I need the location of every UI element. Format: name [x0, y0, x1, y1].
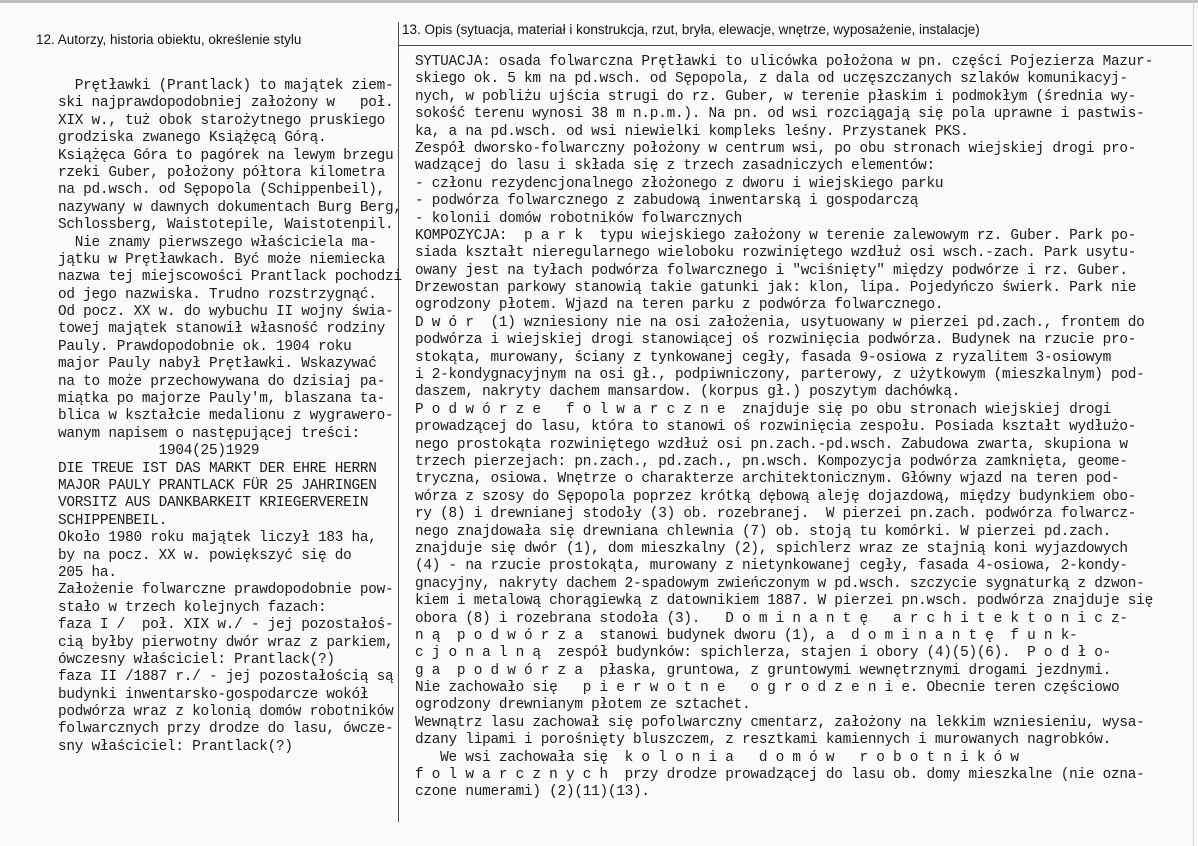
- text-line: budynki inwentarsko-gospodarcze wokół: [58, 686, 369, 703]
- text-line: ry (8) i drewnianej stodoły (3) ob. rozebranej. W pierzei pn.zach. podwórza folwarcz-: [415, 506, 1137, 523]
- text-line: stało w trzech kolejnych fazach:: [58, 599, 327, 616]
- text-line: g a p o d w ó r z a płaska, gruntowa, z gruntowymi wewnętrznymi drogami jezdnymi.: [415, 662, 1112, 679]
- text-line: - podwórza folwarcznego z zabudową inwentarską i gospodarczą: [415, 193, 919, 210]
- text-line: ka, a na pd.wsch. od wsi niewielki kompleks leśny. Przystanek PKS.: [415, 123, 969, 140]
- text-line: (4) - na rzucie prostokąta, murowany z nietynkowanej cegły, fasada 4-osiowa, 2-kondy-: [415, 558, 1128, 575]
- text-line: sny właściciel: Prantlack(?): [58, 738, 293, 755]
- text-line: folwarcznych przy drodze do lasu, ówcze-: [58, 721, 394, 738]
- text-line: blica w kształcie medalionu z wygrawero-: [58, 408, 394, 425]
- text-line: ówczesny właściciel: Prantlack(?): [58, 651, 335, 668]
- text-line: obora (8) i rozebrana stodoła (3). D o m i n a n t ę a r c h i t e k t o n i c z-: [415, 610, 1128, 627]
- text-line: ogrodzony drewnianym płotem ze sztachet.: [415, 697, 751, 714]
- text-line: 1904(25)1929: [58, 443, 260, 460]
- text-line: sokość terenu wynosi 38 m n.p.m.). Na pn. od wsi rozciągają się pola uprawne i pastwis-: [415, 106, 1145, 123]
- text-line: gnacyjny, nakryty dachem 2-spadowym zwieńczonym w pd.wsch. szczycie sygnaturką z dzwon-: [415, 575, 1145, 592]
- text-line: c j o n a l n ą zespół budynków: spichlerza, stajen i obory (4)(5)(6). P o d ł o-: [415, 645, 1112, 662]
- text-line: Nie znamy pierwszego właściciela ma-: [58, 234, 377, 251]
- text-line: DIE TREUE IST DAS MARKT DER EHRE HERRN: [58, 460, 377, 477]
- text-line: Od pocz. XX w. do wybuchu II wojny świa-: [58, 304, 394, 321]
- text-line: Pauly. Prawdopodobnie ok. 1904 roku: [58, 338, 352, 355]
- text-line: podwórza wraz z kolonią domów robotników: [58, 704, 394, 721]
- text-line: nego znajdowała się drewniana chlewnia (7) ob. stoją tu komórki. W pierzei pd.zach.: [415, 523, 1112, 540]
- text-line: VORSITZ AUS DANKBARKEIT KRIEGERVEREIN: [58, 495, 369, 512]
- text-line: prowadzącej do lasu, która to stanowi oś rozwinięcia zespołu. Posiada kształt wydłużo-: [415, 419, 1137, 436]
- text-line: dzany lipami i porośnięty bluszczem, z resztkami kamiennych i murowanych nagrobków.: [415, 732, 1112, 749]
- text-line: faza I / poł. XIX w./ - jej pozostałoś-: [58, 617, 394, 634]
- section-13-heading: 13. Opis (sytuacja, materiał i konstrukcja, rzut, bryła, elewacje, wnętrze, wyposażenie, instalacje): [402, 22, 980, 37]
- heading-underline: [398, 45, 1192, 46]
- text-line: XIX w., tuż obok starożytnego pruskiego: [58, 112, 386, 129]
- text-line: wanym napisem o następującej treści:: [58, 425, 360, 442]
- text-line: n ą p o d w ó r z a stanowi budynek dworu (1), a d o m i n a n t ę f u n k-: [415, 627, 1078, 644]
- text-line: czone numerami) (2)(11)(13).: [415, 784, 650, 801]
- page-top-edge: [0, 0, 1198, 3]
- text-line: P o d w ó r z e f o l w a r c z n e znajduje się po obu stronach wiejskiej drogi: [415, 401, 1112, 418]
- text-line: nazywany w dawnych dokumentach Burg Berg,: [58, 199, 402, 216]
- text-line: cią byłby pierwotny dwór wraz z parkiem,: [58, 634, 394, 651]
- text-line: podwórza i wiejskiej drogi stanowiącej oś rozwinięcia podwórza. Budynek na rzucie pro-: [415, 332, 1137, 349]
- text-line: KOMPOZYCJA: p a r k typu wiejskiego założony w terenie zalewowym rz. Guber. Park po-: [415, 227, 1137, 244]
- text-line: skiego ok. 5 km na pd.wsch. od Sępopola, z dala od uczęszczanych szlaków komunikacyj-: [415, 71, 1128, 88]
- text-line: 205 ha.: [58, 564, 117, 581]
- text-line: ogrodzony płotem. Wjazd na teren parku z podwórza folwarcznego.: [415, 297, 944, 314]
- text-line: wórza z szosy do Sępopola poprzez krótką dębową aleję dojazdową, między budynkiem obo-: [415, 488, 1137, 505]
- text-line: tryczna, osiowa. Wnętrze o charakterze architektonicznym. Główny wjazd na teren pod-: [415, 471, 1120, 488]
- text-line: rzeki Guber, położony półtora kilometra: [58, 164, 386, 181]
- text-line: D w ó r (1) wzniesiony nie na osi założenia, usytuowany w pierzei pd.zach., frontem do: [415, 314, 1145, 331]
- text-line: SCHIPPENBEIL.: [58, 512, 168, 529]
- text-line: f o l w a r c z n y c h przy drodze prowadzącej do lasu ob. domy mieszkalne (nie ozna-: [415, 767, 1145, 784]
- text-line: Nie zachowało się p i e r w o t n e o g r o d z e n i e. Obecnie teren częściowo: [415, 680, 1120, 697]
- text-line: - kolonii domów robotników folwarcznych: [415, 210, 743, 227]
- text-line: by na pocz. XX w. powiększyć się do: [58, 547, 352, 564]
- text-line: nego prostokąta rozwiniętego wzdłuż osi pn.zach.-pd.wsch. Zabudowa zwarta, skupiona w: [415, 436, 1128, 453]
- text-line: nych, w pobliżu ujścia strugi do rz. Guber, w terenie płaskim i podmokłym (średnia wy-: [415, 88, 1137, 105]
- text-line: Wewnątrz lasu zachował się pofolwarczny cmentarz, założony na lekkim wzniesieniu, wysa-: [415, 714, 1145, 731]
- text-line: miątka po majorze Pauly'm, blaszana ta-: [58, 391, 386, 408]
- text-line: Około 1980 roku majątek liczył 183 ha,: [58, 530, 377, 547]
- text-line: faza II /1887 r./ - jej pozostałością są: [58, 669, 394, 686]
- text-line: SYTUACJA: osada folwarczna Prętławki to ulicówka położona w pn. części Pojezierza Mazur-: [415, 54, 1153, 70]
- text-line: - członu rezydencjonalnego złożonego z dworu i wiejskiego parku: [415, 175, 944, 192]
- text-line: znajduje się dwór (1), dom mieszkalny (2), spichlerz wraz ze stajnią koni wyjazdowych: [415, 540, 1128, 557]
- text-line: jątku w Prętławkach. Być może niemiecka: [58, 251, 386, 268]
- text-line: grodziska zwanego Książęcą Górą.: [58, 130, 327, 147]
- text-line: Drzewostan parkowy stanowią takie gatunki jak: klon, lipa. Pojedyńczo świerk. Park nie: [415, 280, 1137, 297]
- text-line: daszem, nakryty dachem mansardow. (korpus gł.) poszytym dachówką.: [415, 384, 961, 401]
- text-line: siada kształt nieregularnego wieloboku rozwiniętego wzdłuż osi wsch.-zach. Park usytu-: [415, 245, 1137, 262]
- section-12-heading: 12. Autorzy, historia obiektu, określenie stylu: [36, 32, 302, 47]
- text-line: Założenie folwarczne prawdopodobnie pow-: [58, 582, 394, 599]
- text-line: ski najprawdopodobniej założony w poł.: [58, 95, 394, 112]
- text-line: trzech pierzejach: pn.zach., pd.zach., pn.wsch. Kompozycja podwórza zamknięta, geome-: [415, 453, 1128, 470]
- text-line: Prętławki (Prantlack) to majątek ziem-: [58, 78, 394, 94]
- text-line: od jego nazwiska. Trudno rozstrzygnąć.: [58, 286, 377, 303]
- text-line: nazwa tej miejscowości Prantlack pochodzi: [58, 269, 402, 286]
- text-line: owany jest na tyłach podwórza folwarcznego i "wciśnięty" między podwórze i rz. Guber.: [415, 262, 1128, 279]
- history-text-column: [58, 78, 402, 756]
- page-right-edge: [1193, 0, 1194, 846]
- text-line: na pd.wsch. od Sępopola (Schippenbeil),: [58, 182, 386, 199]
- text-line: Zespół dworsko-folwarczny położony w centrum wsi, po obu stronach wiejskiej drogi pro-: [415, 140, 1137, 157]
- text-line: i 2-kondygnacyjnym na osi gł., podpiwniczony, parterowy, z użytkowym (mieszkalnym) pod-: [415, 367, 1145, 384]
- description-text-column: [415, 54, 1153, 802]
- text-line: wadzącej do lasu i składa się z trzech zasadniczych elementów:: [415, 158, 935, 175]
- text-line: Książęca Góra to pagórek na lewym brzegu: [58, 147, 394, 164]
- text-line: stokąta, murowany, ściany z tynkowanej cegły, fasada 9-osiowa z ryzalitem 3-osiowym: [415, 349, 1112, 366]
- text-line: towej majątek stanowił własność rodziny: [58, 321, 386, 338]
- text-line: na to może przechowywana do dzisiaj pa-: [58, 373, 386, 390]
- text-line: We wsi zachowała się k o l o n i a d o m ó w r o b o t n i k ó w: [415, 749, 1019, 766]
- text-line: MAJOR PAULY PRANTLACK FÜR 25 JAHRINGEN: [58, 477, 377, 494]
- text-line: kiem i metalową chorągiewką z datownikiem 1887. W pierzei pn.wsch. podwórza znajduje się: [415, 593, 1153, 610]
- text-line: major Pauly nabył Prętławki. Wskazywać: [58, 356, 377, 373]
- text-line: Schlossberg, Waistotepile, Waistotenpil.: [58, 217, 394, 234]
